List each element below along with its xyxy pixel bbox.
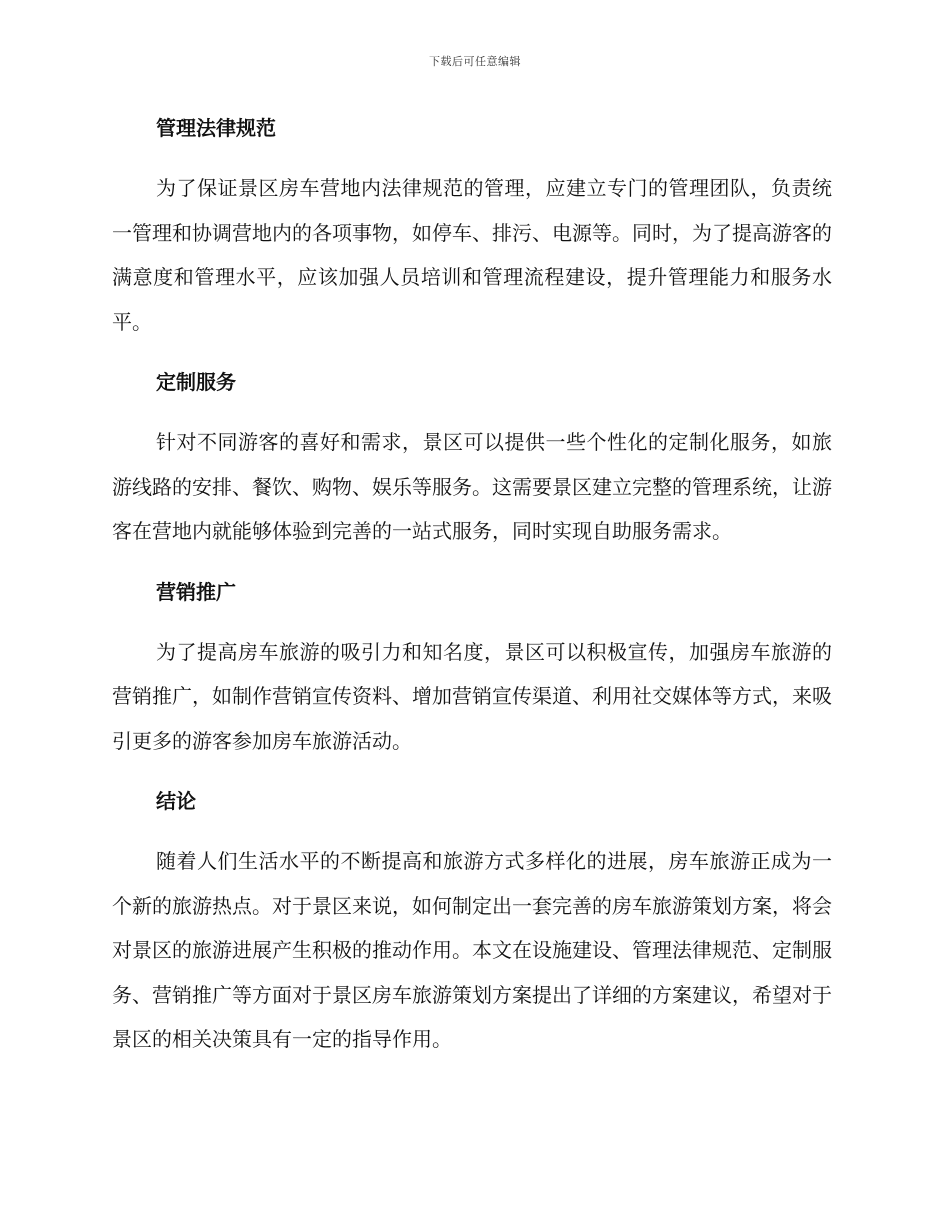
section-paragraph: 随着人们生活水平的不断提高和旅游方式多样化的进展，房车旅游正成为一个新的旅游热点。对于景区来说，如何制定出一套完善的房车旅游策划方案，将会对景区的旅游进展产生积极的推动作用。本文在设施建设、管理法律规范、定制服务、营销推广等方面对于景区房车旅游策划方案提出了详细的方案建议，希望对于景区的相关决策具有一定的指导作用。 <box>112 849 832 1051</box>
section-management-law <box>112 106 832 360</box>
section-conclusion <box>112 779 832 1062</box>
section-paragraph: 为了提高房车旅游的吸引力和知名度，景区可以积极宣传，加强房车旅游的营销推广，如制作营销宣传资料、增加营销宣传渠道、利用社交媒体等方式，来吸引更多的游客参加房车旅游活动。 <box>112 639 832 753</box>
section-heading: 营销推广 <box>156 579 236 604</box>
section-paragraph: 针对不同游客的喜好和需求，景区可以提供一些个性化的定制化服务，如旅游线路的安排、餐饮、购物、娱乐等服务。这需要景区建立完整的管理系统，让游客在营地内就能够体验到完善的一站式服务，同时实现自助服务需求。 <box>112 430 832 543</box>
section-heading: 管理法律规范 <box>156 116 276 140</box>
document-body <box>112 106 832 1062</box>
section-marketing <box>112 570 832 780</box>
section-heading: 定制服务 <box>156 370 236 394</box>
section-paragraph: 为了保证景区房车营地内法律规范的管理，应建立专门的管理团队，负责统一管理和协调营地内的各项事物，如停车、排污、电源等。同时，为了提高游客的满意度和管理水平，应该加强人员培训和管理流程建设，提升管理能力和服务水平。 <box>112 176 832 334</box>
section-custom-service <box>112 360 832 570</box>
section-heading: 结论 <box>156 789 196 813</box>
page-header-note: 下载后可任意编辑 <box>429 55 521 68</box>
